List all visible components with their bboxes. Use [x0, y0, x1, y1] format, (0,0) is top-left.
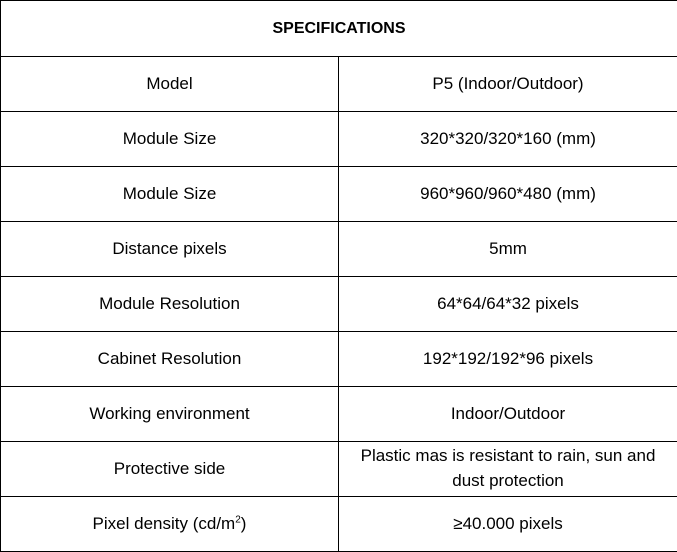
table-row: [1, 332, 677, 387]
label-suffix: ): [241, 514, 247, 533]
table-row: [1, 112, 677, 167]
table-title: SPECIFICATIONS: [1, 1, 677, 57]
table-row: [1, 387, 677, 442]
table-row: [1, 497, 677, 552]
table-row: [1, 277, 677, 332]
row-label: Model: [1, 57, 339, 112]
table-row: [1, 57, 677, 112]
row-label: Cabinet Resolution: [1, 332, 339, 387]
table-row: [1, 442, 677, 497]
table-row: [1, 222, 677, 277]
row-value: ≥40.000 pixels: [339, 497, 677, 552]
table-header-row: [1, 1, 677, 57]
row-value: Indoor/Outdoor: [339, 387, 677, 442]
row-value: 64*64/64*32 pixels: [339, 277, 677, 332]
row-label-pixel-density: [1, 497, 339, 552]
label-superscript: 2: [235, 514, 241, 525]
row-value: 320*320/320*160 (mm): [339, 112, 677, 167]
row-value: 960*960/960*480 (mm): [339, 167, 677, 222]
row-label: Distance pixels: [1, 222, 339, 277]
row-label: Module Size: [1, 167, 339, 222]
row-value: Plastic mas is resistant to rain, sun and dust protection: [339, 442, 677, 497]
row-label: Working environment: [1, 387, 339, 442]
row-label: Protective side: [1, 442, 339, 497]
table-row: [1, 167, 677, 222]
row-value: 5mm: [339, 222, 677, 277]
row-value: 192*192/192*96 pixels: [339, 332, 677, 387]
row-label: Module Size: [1, 112, 339, 167]
row-value: P5 (Indoor/Outdoor): [339, 57, 677, 112]
row-label: Module Resolution: [1, 277, 339, 332]
label-prefix: Pixel density (cd/m: [93, 514, 236, 533]
